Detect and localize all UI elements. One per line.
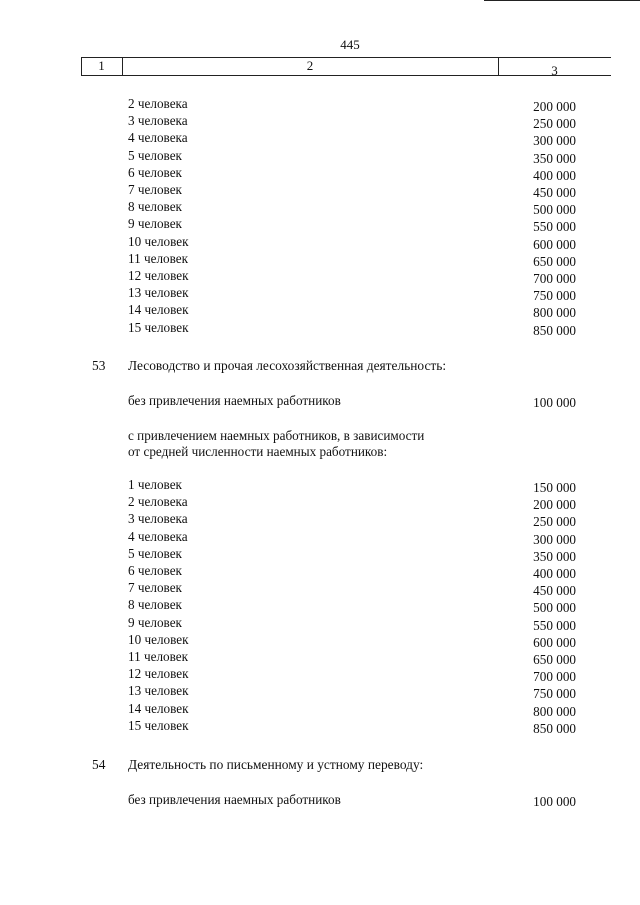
row-value: 250 000: [533, 514, 576, 530]
row-label: 7 человек: [128, 580, 182, 596]
section-53-without-row: [0, 393, 640, 409]
row-value: 700 000: [533, 669, 576, 685]
row-label: 13 человек: [128, 683, 189, 699]
table-row: [0, 234, 640, 250]
row-value: 450 000: [533, 185, 576, 200]
row-value: 150 000: [533, 480, 576, 495]
row-label: 6 человек: [128, 563, 182, 578]
row-value: 400 000: [533, 167, 576, 183]
table-row: [0, 96, 640, 112]
section-53-title: Лесоводство и прочая лесохозяйственная деятельность:: [128, 358, 447, 373]
row-label: 13 человек: [128, 285, 189, 301]
row-value: 350 000: [533, 150, 576, 166]
table-row: [0, 494, 640, 513]
table-row: [0, 632, 640, 648]
row-value: 350 000: [533, 548, 576, 564]
page-number: 445: [340, 37, 360, 52]
row-value: 850 000: [533, 322, 576, 338]
table-row: [0, 546, 640, 562]
section-53-number: 53: [92, 358, 106, 373]
row-value: 550 000: [533, 617, 576, 633]
table-row: [0, 113, 640, 132]
row-label: 11 человек: [128, 649, 189, 664]
table-row: [0, 683, 640, 702]
table-row: [0, 597, 640, 616]
section-54-number: 54: [92, 757, 106, 772]
row-label: 4 человека: [128, 528, 188, 544]
row-label: 4 человека: [128, 130, 188, 146]
header-col-2: 2: [306, 58, 314, 73]
row-value: 550 000: [533, 219, 576, 235]
table-row: [0, 302, 640, 321]
row-label: 10 человек: [128, 631, 189, 647]
row-label: 14 человек: [128, 302, 189, 318]
row-value: 450 000: [533, 583, 576, 599]
row-label: 10 человек: [128, 233, 189, 249]
section-54-without-value: 100 000: [533, 794, 576, 809]
section-54-without-label: без привлечения наемных работников: [128, 792, 341, 807]
row-value: 650 000: [533, 652, 576, 667]
row-label: 15 человек: [128, 717, 189, 733]
section-54-title: Деятельность по письменному и устному переводу:: [128, 757, 424, 772]
row-label: 3 человека: [128, 113, 188, 129]
row-value: 800 000: [533, 305, 576, 321]
section-53-with-line-1: с привлечением наемных работников, в зависимости: [128, 428, 425, 443]
row-label: 8 человек: [128, 199, 182, 215]
row-label: 12 человек: [128, 666, 189, 682]
row-label: 9 человек: [128, 614, 182, 630]
row-value: 300 000: [533, 133, 576, 149]
table-row: [0, 130, 640, 149]
row-label: 12 человек: [128, 268, 189, 283]
table-row: [0, 529, 640, 545]
table-row: [0, 199, 640, 218]
table-row: [0, 649, 640, 665]
row-label: 5 человек: [128, 545, 182, 561]
table-row: [0, 580, 640, 599]
row-label: 15 человек: [128, 319, 189, 335]
row-label: 6 человек: [128, 164, 182, 180]
row-value: 800 000: [533, 703, 576, 719]
row-value: 600 000: [533, 236, 576, 252]
table-row: [0, 285, 640, 304]
row-value: 850 000: [533, 720, 576, 736]
row-value: 650 000: [533, 253, 576, 269]
table-row: [0, 511, 640, 530]
section-53-without-label: без привлечения наемных работников: [128, 393, 341, 408]
table-row: [0, 148, 640, 164]
top-rule: [484, 0, 640, 1]
row-label: 8 человек: [128, 597, 182, 613]
header-col-3: 3: [551, 63, 558, 78]
table-row: [0, 563, 640, 579]
section-53-with-line-2: от средней численности наемных работников:: [128, 444, 388, 459]
table-row: [0, 268, 640, 284]
table-row: [0, 615, 640, 631]
table-header: [81, 57, 611, 76]
table-row: [0, 216, 640, 235]
row-value: 200 000: [533, 497, 576, 513]
row-label: 5 человек: [128, 147, 182, 163]
table-row: [0, 251, 640, 267]
row-value: 400 000: [533, 566, 576, 581]
table-row: [0, 320, 640, 336]
row-value: 750 000: [533, 686, 576, 702]
row-value: 600 000: [533, 634, 576, 650]
row-label: 14 человек: [128, 700, 189, 716]
row-label: 2 человека: [128, 494, 188, 510]
row-label: 2 человека: [128, 96, 188, 111]
header-col-1: 1: [98, 58, 105, 73]
table-row: [0, 666, 640, 685]
row-value: 500 000: [533, 600, 576, 616]
row-value: 300 000: [533, 531, 576, 547]
row-value: 250 000: [533, 116, 576, 132]
table-row: [0, 701, 640, 717]
section-53-without-value: 100 000: [533, 395, 576, 410]
row-value: 200 000: [533, 99, 576, 114]
row-label: 7 человек: [128, 182, 182, 197]
row-label: 1 человек: [128, 477, 182, 492]
row-value: 500 000: [533, 202, 576, 218]
table-row: [0, 718, 640, 734]
row-value: 750 000: [533, 288, 576, 304]
row-label: 3 человека: [128, 511, 188, 527]
row-value: 700 000: [533, 271, 576, 286]
table-row: [0, 477, 640, 493]
row-label: 9 человек: [128, 216, 182, 232]
table-row: [0, 182, 640, 198]
row-label: 11 человек: [128, 250, 189, 266]
section-54-without-row: [0, 792, 640, 808]
table-row: [0, 165, 640, 181]
